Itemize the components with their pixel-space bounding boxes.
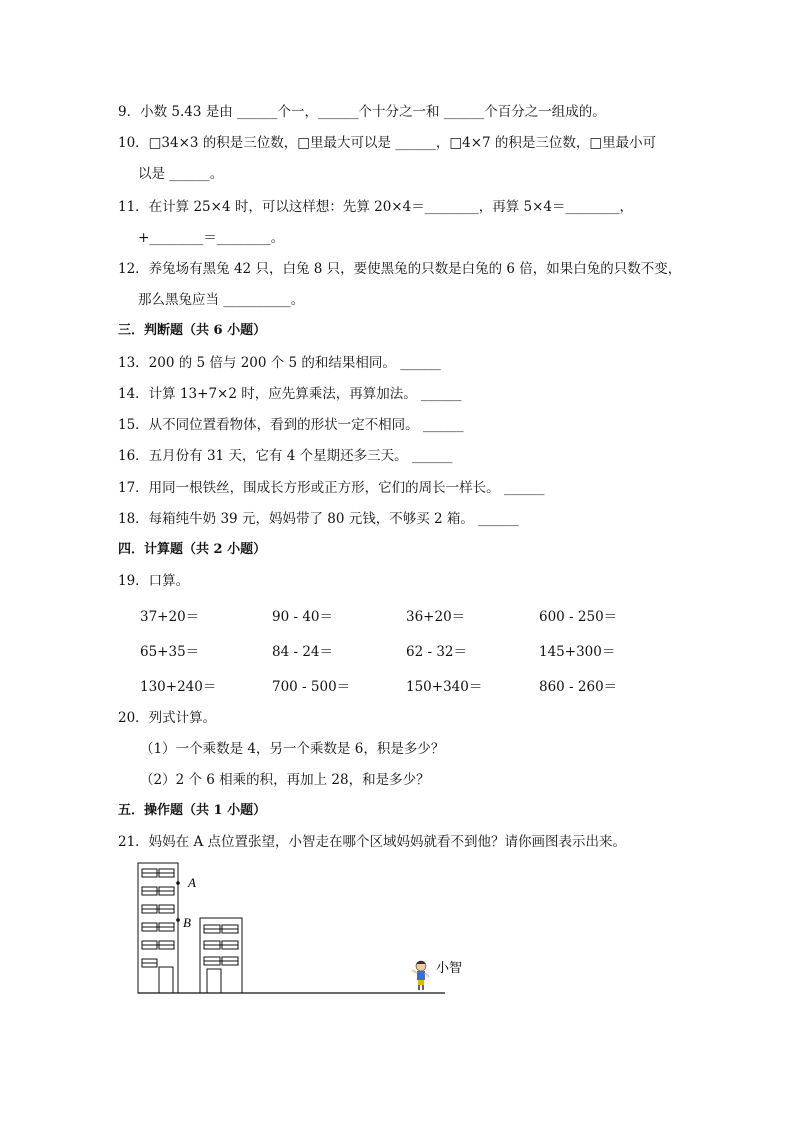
question-10-line1: 10．□34×3 的积是三位数，□里最大可以是 ______，□4×7 的积是三位数，□里最小可	[118, 135, 657, 151]
short-building-door	[207, 969, 221, 993]
buildings-figure	[135, 860, 463, 1000]
question-15: 15．从不同位置看物体，看到的形状一定不相同。 ______	[118, 417, 464, 433]
question-20: 20．列式计算。	[118, 710, 217, 726]
section-4-heading: 四．计算题（共 2 小题）	[118, 542, 267, 557]
point-b-label: B	[183, 915, 191, 930]
question-19: 19．口算。	[118, 573, 190, 589]
short-building	[200, 918, 242, 993]
oral-item: 84 - 24＝	[272, 644, 334, 660]
question-13: 13．200 的 5 倍与 200 个 5 的和结果相同。 ______	[118, 355, 441, 371]
oral-item: 600 - 250＝	[539, 609, 618, 625]
question-11-line1: 11．在计算 25×4 时，可以这样想：先算 20×4＝________，再算 5×4＝________，	[118, 199, 633, 215]
question-11-line2: +________＝________。	[138, 230, 285, 246]
section-3-heading: 三．判断题（共 6 小题）	[118, 323, 267, 338]
tall-building-door	[159, 967, 173, 993]
oral-item: 700 - 500＝	[272, 679, 351, 695]
question-17: 17．用同一根铁丝，围成长方形或正方形，它们的周长一样长。 ______	[118, 480, 545, 496]
oral-item: 65+35＝	[140, 644, 200, 660]
tall-building	[138, 863, 178, 993]
tall-building-windows	[142, 869, 174, 967]
oral-item: 130+240＝	[140, 679, 217, 695]
point-b-dot	[176, 918, 180, 922]
oral-item: 150+340＝	[406, 679, 483, 695]
oral-item: 90 - 40＝	[272, 609, 334, 625]
question-12-line2: 那么黑兔应当 __________。	[138, 292, 305, 308]
child-figure	[412, 961, 429, 990]
child-label: 小智	[436, 961, 463, 976]
point-a-label: A	[188, 875, 196, 890]
oral-item: 36+20＝	[406, 609, 466, 625]
oral-item: 860 - 260＝	[539, 679, 618, 695]
oral-item: 62 - 32＝	[406, 644, 468, 660]
question-9: 9．小数 5.43 是由 ______个一，______个十分之一和 ______个百分之一组成的。	[118, 104, 606, 120]
question-18: 18．每箱纯牛奶 39 元，妈妈带了 80 元钱，不够买 2 箱。 ______	[118, 511, 519, 527]
question-14: 14．计算 13+7×2 时，应先算乘法，再算加法。 ______	[118, 386, 462, 402]
question-10-line2: 以是 ______。	[138, 166, 224, 182]
question-20-part2: （2）2 个 6 相乘的积，再加上 28，和是多少？	[140, 772, 430, 788]
question-12-line1: 12．养兔场有黑兔 42 只，白兔 8 只，要使黑兔的只数是白兔的 6 倍，如果白兔的只数不变，	[118, 261, 682, 277]
section-5-heading: 五．操作题（共 1 小题）	[118, 803, 267, 818]
question-20-part1: （1）一个乘数是 4，另一个乘数是 6，积是多少？	[140, 741, 445, 757]
point-a-dot	[176, 881, 180, 885]
oral-item: 145+300＝	[539, 644, 616, 660]
question-16: 16．五月份有 31 天，它有 4 个星期还多三天。 ______	[118, 448, 453, 464]
question-21: 21．妈妈在 A 点位置张望，小智走在哪个区域妈妈就看不到他？请你画图表示出来。	[118, 834, 627, 850]
oral-item: 37+20＝	[140, 609, 200, 625]
